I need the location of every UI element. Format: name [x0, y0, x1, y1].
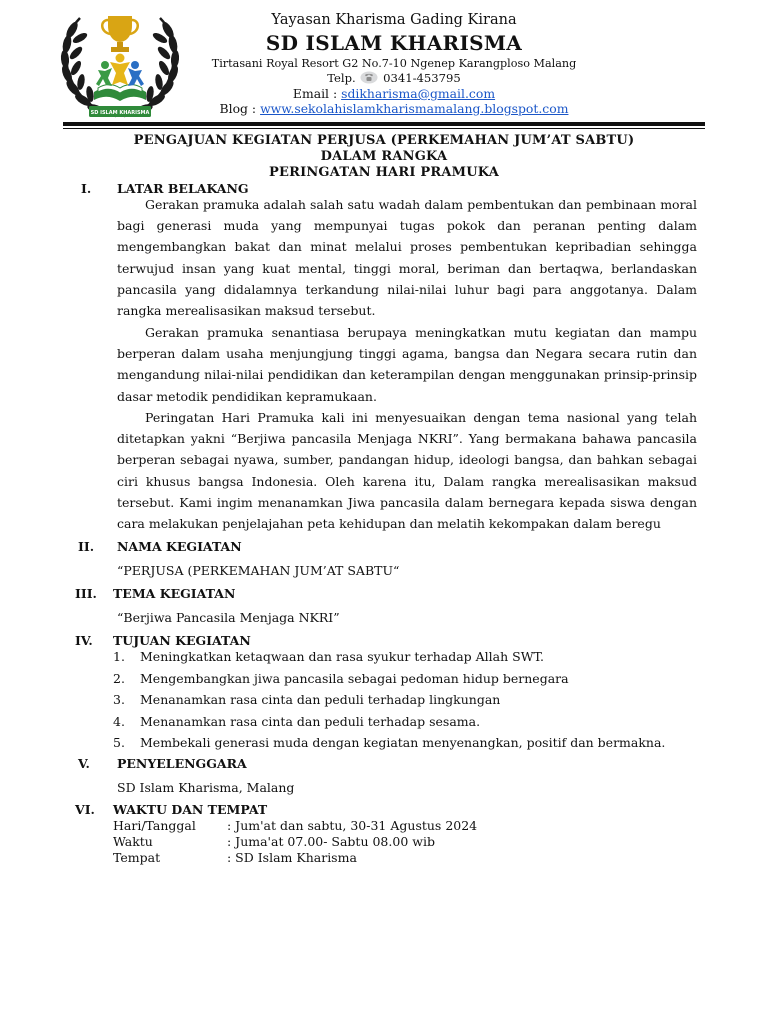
ribbon-banner [89, 106, 151, 117]
background-paragraph-2: Gerakan pramuka senantiasa berupaya meningkatkan mutu kegiatan dan mampu berperan dalam usaha menjungjung tinggi agama, bangsa dan Negara secara rutin dan mengandung nilai-nilai pendidikan dan keterampilan dengan menggunakan prinsip-prinsip dasar metodik pendidikan kepramukaan. [117, 325, 697, 404]
email-link[interactable]: sdikharisma@gmail.com [341, 86, 496, 101]
section-number-vi: VI. [75, 802, 95, 817]
list-item-number: 1. [113, 649, 125, 664]
background-paragraph-1: Gerakan pramuka adalah salah satu wadah dalam pembentukan dan pembinaan moral bagi generasi muda yang mempunyai tugas pokok dan peranan penting dalam mengembangkan bakat dan minat melalui proses pembentukan kepribadian sehingga terwujud insan yang kuat mental, tinggi moral, beriman dan bertaqwa, berlandaskan pancasila yang didalamnya terkandung nilai-nilai luhur bagi para anggotanya. Dalam rangka merealisasikan maksud tersebut. [117, 197, 697, 319]
section-number-iii: III. [75, 586, 97, 601]
section-number-i: I. [81, 181, 92, 196]
list-item-number: 4. [113, 713, 125, 729]
schedule-table [113, 818, 477, 866]
list-item-text: Mengembangkan jiwa pancasila sebagai pedoman hidup bernegara [140, 670, 569, 686]
list-item-text: Menanamkan rasa cinta dan peduli terhadap lingkungan [140, 692, 501, 707]
section-number-v: V. [78, 756, 90, 771]
document-title-line-3: PERINGATAN HARI PRAMUKA [268, 165, 500, 180]
list-item [113, 649, 665, 671]
school-address: Tirtasani Royal Resort G2 No.7-10 Ngenep Karangploso Malang [211, 57, 577, 70]
list-item [113, 692, 665, 714]
activity-theme: “Berjiwa Pancasila Menjaga NKRI” [117, 610, 340, 625]
schedule-row-place [113, 850, 477, 866]
email-line [200, 86, 588, 101]
document-title-line-1: PENGAJUAN KEGIATAN PERJUSA (PERKEMAHAN JUM’AT SABTU) [133, 133, 635, 148]
list-item-text: Membekali generasi muda dengan kegiatan menyenangkan, positif dan bermakna. [140, 735, 666, 750]
letterhead-divider-thin [63, 128, 705, 129]
blog-link[interactable]: www.sekolahislamkharismamalang.blogspot.com [260, 101, 569, 116]
schedule-label: Tempat [113, 850, 161, 865]
section-heading-penyelenggara: PENYELENGGARA [117, 756, 247, 771]
organizer-name: SD Islam Kharisma, Malang [117, 780, 295, 795]
section-heading-nama-kegiatan: NAMA KEGIATAN [117, 539, 242, 554]
schedule-label: Waktu [113, 834, 153, 849]
ribbon-text: SD ISLAM KHARISMA [90, 110, 150, 116]
list-item-text: Menanamkan rasa cinta dan peduli terhadap sesama. [140, 713, 481, 729]
goals-list [113, 649, 665, 757]
foundation-name: Yayasan Kharisma Gading Kirana [271, 12, 517, 28]
trophy-icon [102, 16, 138, 52]
list-item-number: 5. [113, 735, 125, 750]
book-icon [94, 85, 146, 102]
section-heading-waktu-dan-tempat: WAKTU DAN TEMPAT [113, 802, 268, 817]
letterhead-divider-thick [63, 122, 705, 126]
telephone-line [200, 71, 588, 85]
section-heading-latar-belakang: LATAR BELAKANG [117, 181, 249, 196]
schedule-row-time [113, 834, 477, 850]
students-icon [96, 54, 144, 87]
activity-name: “PERJUSA (PERKEMAHAN JUM’AT SABTU“ [117, 563, 400, 578]
school-logo [58, 10, 182, 124]
schedule-value: : SD Islam Kharisma [227, 850, 357, 865]
telp-number: 0341-453795 [383, 71, 461, 85]
section-number-iv: IV. [75, 633, 93, 648]
list-item-number: 2. [113, 670, 125, 686]
section-number-ii: II. [78, 539, 95, 554]
blog-label: Blog : [219, 101, 257, 116]
section-heading-tujuan-kegiatan: TUJUAN KEGIATAN [113, 633, 251, 648]
section-heading-tema-kegiatan: TEMA KEGIATAN [113, 586, 236, 601]
blog-line [200, 101, 588, 116]
email-label: Email : [292, 86, 338, 101]
list-item [113, 714, 665, 736]
schedule-row-date [113, 818, 477, 834]
schedule-value: : Juma'at 07.00- Sabtu 08.00 wib [227, 834, 435, 849]
phone-icon [360, 71, 378, 84]
schedule-label: Hari/Tanggal [113, 818, 196, 833]
list-item [113, 671, 665, 693]
background-paragraph-3: Peringatan Hari Pramuka kali ini menyesuaikan dengan tema nasional yang telah ditetapkan yakni “Berjiwa pancasila Menjaga NKRI”. Yang bermakana bahawa pancasila berperan sebagai nyawa, sumber, pandangan hidup, ideologi bangsa, dan bahkan sebagai ciri khusus bangsa Indonesia. Oleh karena itu, Dalam rangka merealisasikan maksud tersebut. Kami ingim menanamkan Jiwa pancasila dalam bernegara kepada siswa dengan cara melakukan penjelajahan peta kehidupan dan melatih kekompakan dalam beregu [117, 410, 697, 532]
schedule-value: : Jum'at dan sabtu, 30-31 Agustus 2024 [227, 818, 478, 833]
telp-label: Telp. [327, 71, 356, 85]
document-title-line-2: DALAM RANGKA [320, 149, 448, 164]
list-item-text: Meningkatkan ketaqwaan dan rasa syukur terhadap Allah SWT. [140, 649, 545, 664]
list-item-number: 3. [113, 692, 125, 707]
school-name: SD ISLAM KHARISMA [265, 31, 523, 55]
list-item [113, 735, 665, 757]
